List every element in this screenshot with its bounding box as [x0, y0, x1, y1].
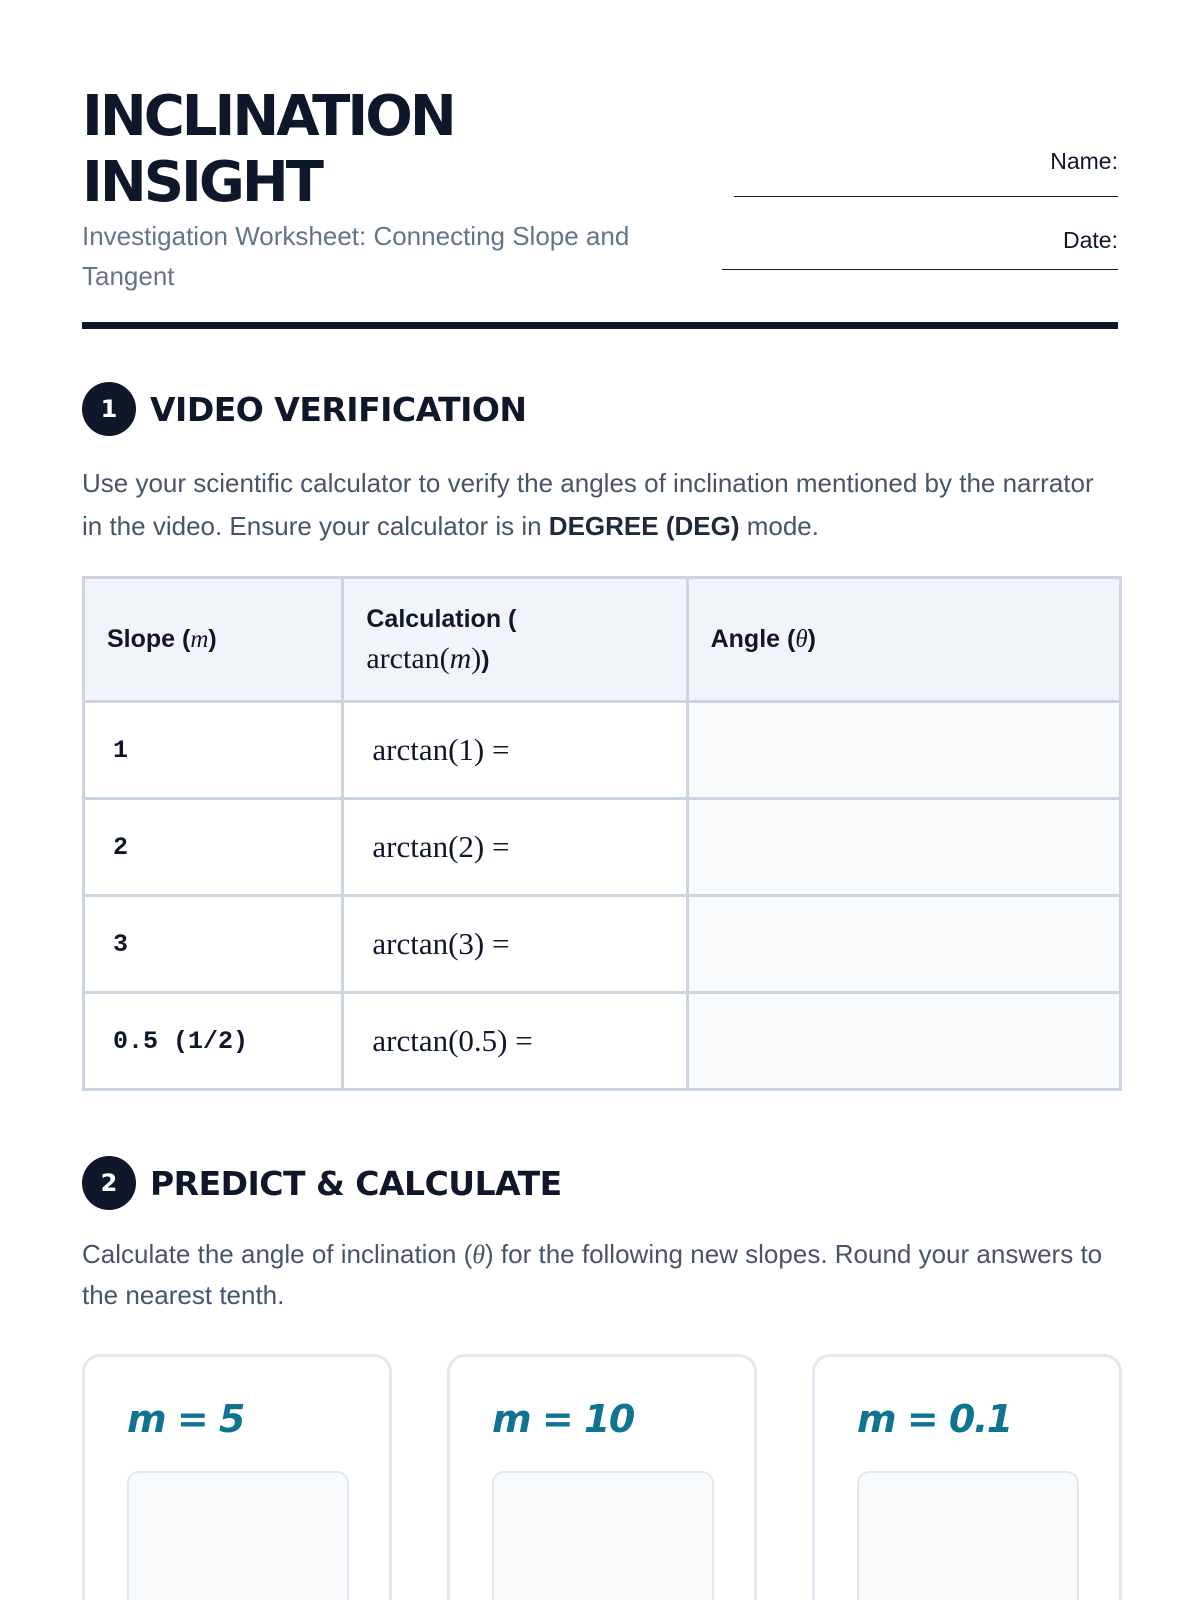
slope-cell: 2 — [84, 799, 343, 896]
date-blank-line[interactable] — [722, 269, 1118, 270]
slope-cell: 3 — [84, 896, 343, 993]
table-header-row — [84, 578, 1121, 702]
angle-answer-cell[interactable] — [687, 993, 1120, 1090]
theta-symbol: θ — [472, 1240, 486, 1269]
header-slope: Slope (m) — [84, 578, 343, 702]
slope-card — [812, 1354, 1122, 1600]
table-row — [84, 799, 1121, 896]
answer-box[interactable] — [857, 1471, 1079, 1600]
slope-card-label: m = 0.1 — [857, 1397, 1012, 1441]
calculation-cell: arctan(1) = — [343, 702, 687, 799]
calculation-cell: arctan(2) = — [343, 799, 687, 896]
header-divider — [82, 322, 1118, 329]
section-number-badge: 2 — [82, 1156, 136, 1210]
section-2-instructions: Calculate the angle of inclination (θ) for the following new slopes. Round your answers to the nearest tenth. — [82, 1239, 1103, 1310]
section-number-badge: 1 — [82, 382, 136, 436]
header-angle: Angle (θ) — [687, 578, 1120, 702]
worksheet-title — [82, 84, 722, 216]
slope-card-label: m = 5 — [127, 1397, 244, 1441]
slope-card — [447, 1354, 757, 1600]
section-1-heading — [82, 382, 527, 436]
worksheet-header — [82, 84, 1118, 324]
header-calculation: Calculation ( arctan(m)) — [343, 578, 687, 702]
slope-card-label: m = 10 — [492, 1397, 634, 1441]
table-row — [84, 896, 1121, 993]
slope-cell: 1 — [84, 702, 343, 799]
answer-box[interactable] — [127, 1471, 349, 1600]
slope-card — [82, 1354, 392, 1600]
verification-table — [82, 576, 1122, 1091]
name-row — [698, 148, 1118, 197]
slope-cell: 0.5 (1/2) — [84, 993, 343, 1090]
student-info — [698, 148, 1118, 270]
deg-mode-emphasis: DEGREE (DEG) — [548, 511, 740, 541]
name-blank-line[interactable] — [734, 196, 1118, 197]
answer-box[interactable] — [492, 1471, 714, 1600]
table-row — [84, 993, 1121, 1090]
instructions-text-end: mode. — [739, 511, 819, 541]
calculation-cell: arctan(3) = — [343, 896, 687, 993]
angle-answer-cell[interactable] — [687, 799, 1120, 896]
section-title: VIDEO VERIFICATION — [150, 389, 527, 429]
table-row — [84, 702, 1121, 799]
worksheet-subtitle: Investigation Worksheet: Connecting Slope and Tangent — [82, 221, 630, 291]
name-label: Name: — [1050, 148, 1118, 174]
slope-cards — [82, 1354, 1122, 1600]
section-1-instructions — [82, 462, 1118, 548]
title-line-1: INCLINATION — [82, 84, 454, 149]
date-label: Date: — [1063, 227, 1118, 253]
section-2-heading — [82, 1156, 562, 1210]
calculation-cell: arctan(0.5) = — [343, 993, 687, 1090]
section-title: PREDICT & CALCULATE — [150, 1163, 562, 1203]
instructions-text: Use your scientific calculator to verify the angles of inclination mentioned by the narrator in the video. Ensure your calculator is in — [82, 468, 1094, 541]
date-row — [698, 227, 1118, 270]
angle-answer-cell[interactable] — [687, 702, 1120, 799]
title-line-2: INSIGHT — [82, 150, 321, 215]
angle-answer-cell[interactable] — [687, 896, 1120, 993]
